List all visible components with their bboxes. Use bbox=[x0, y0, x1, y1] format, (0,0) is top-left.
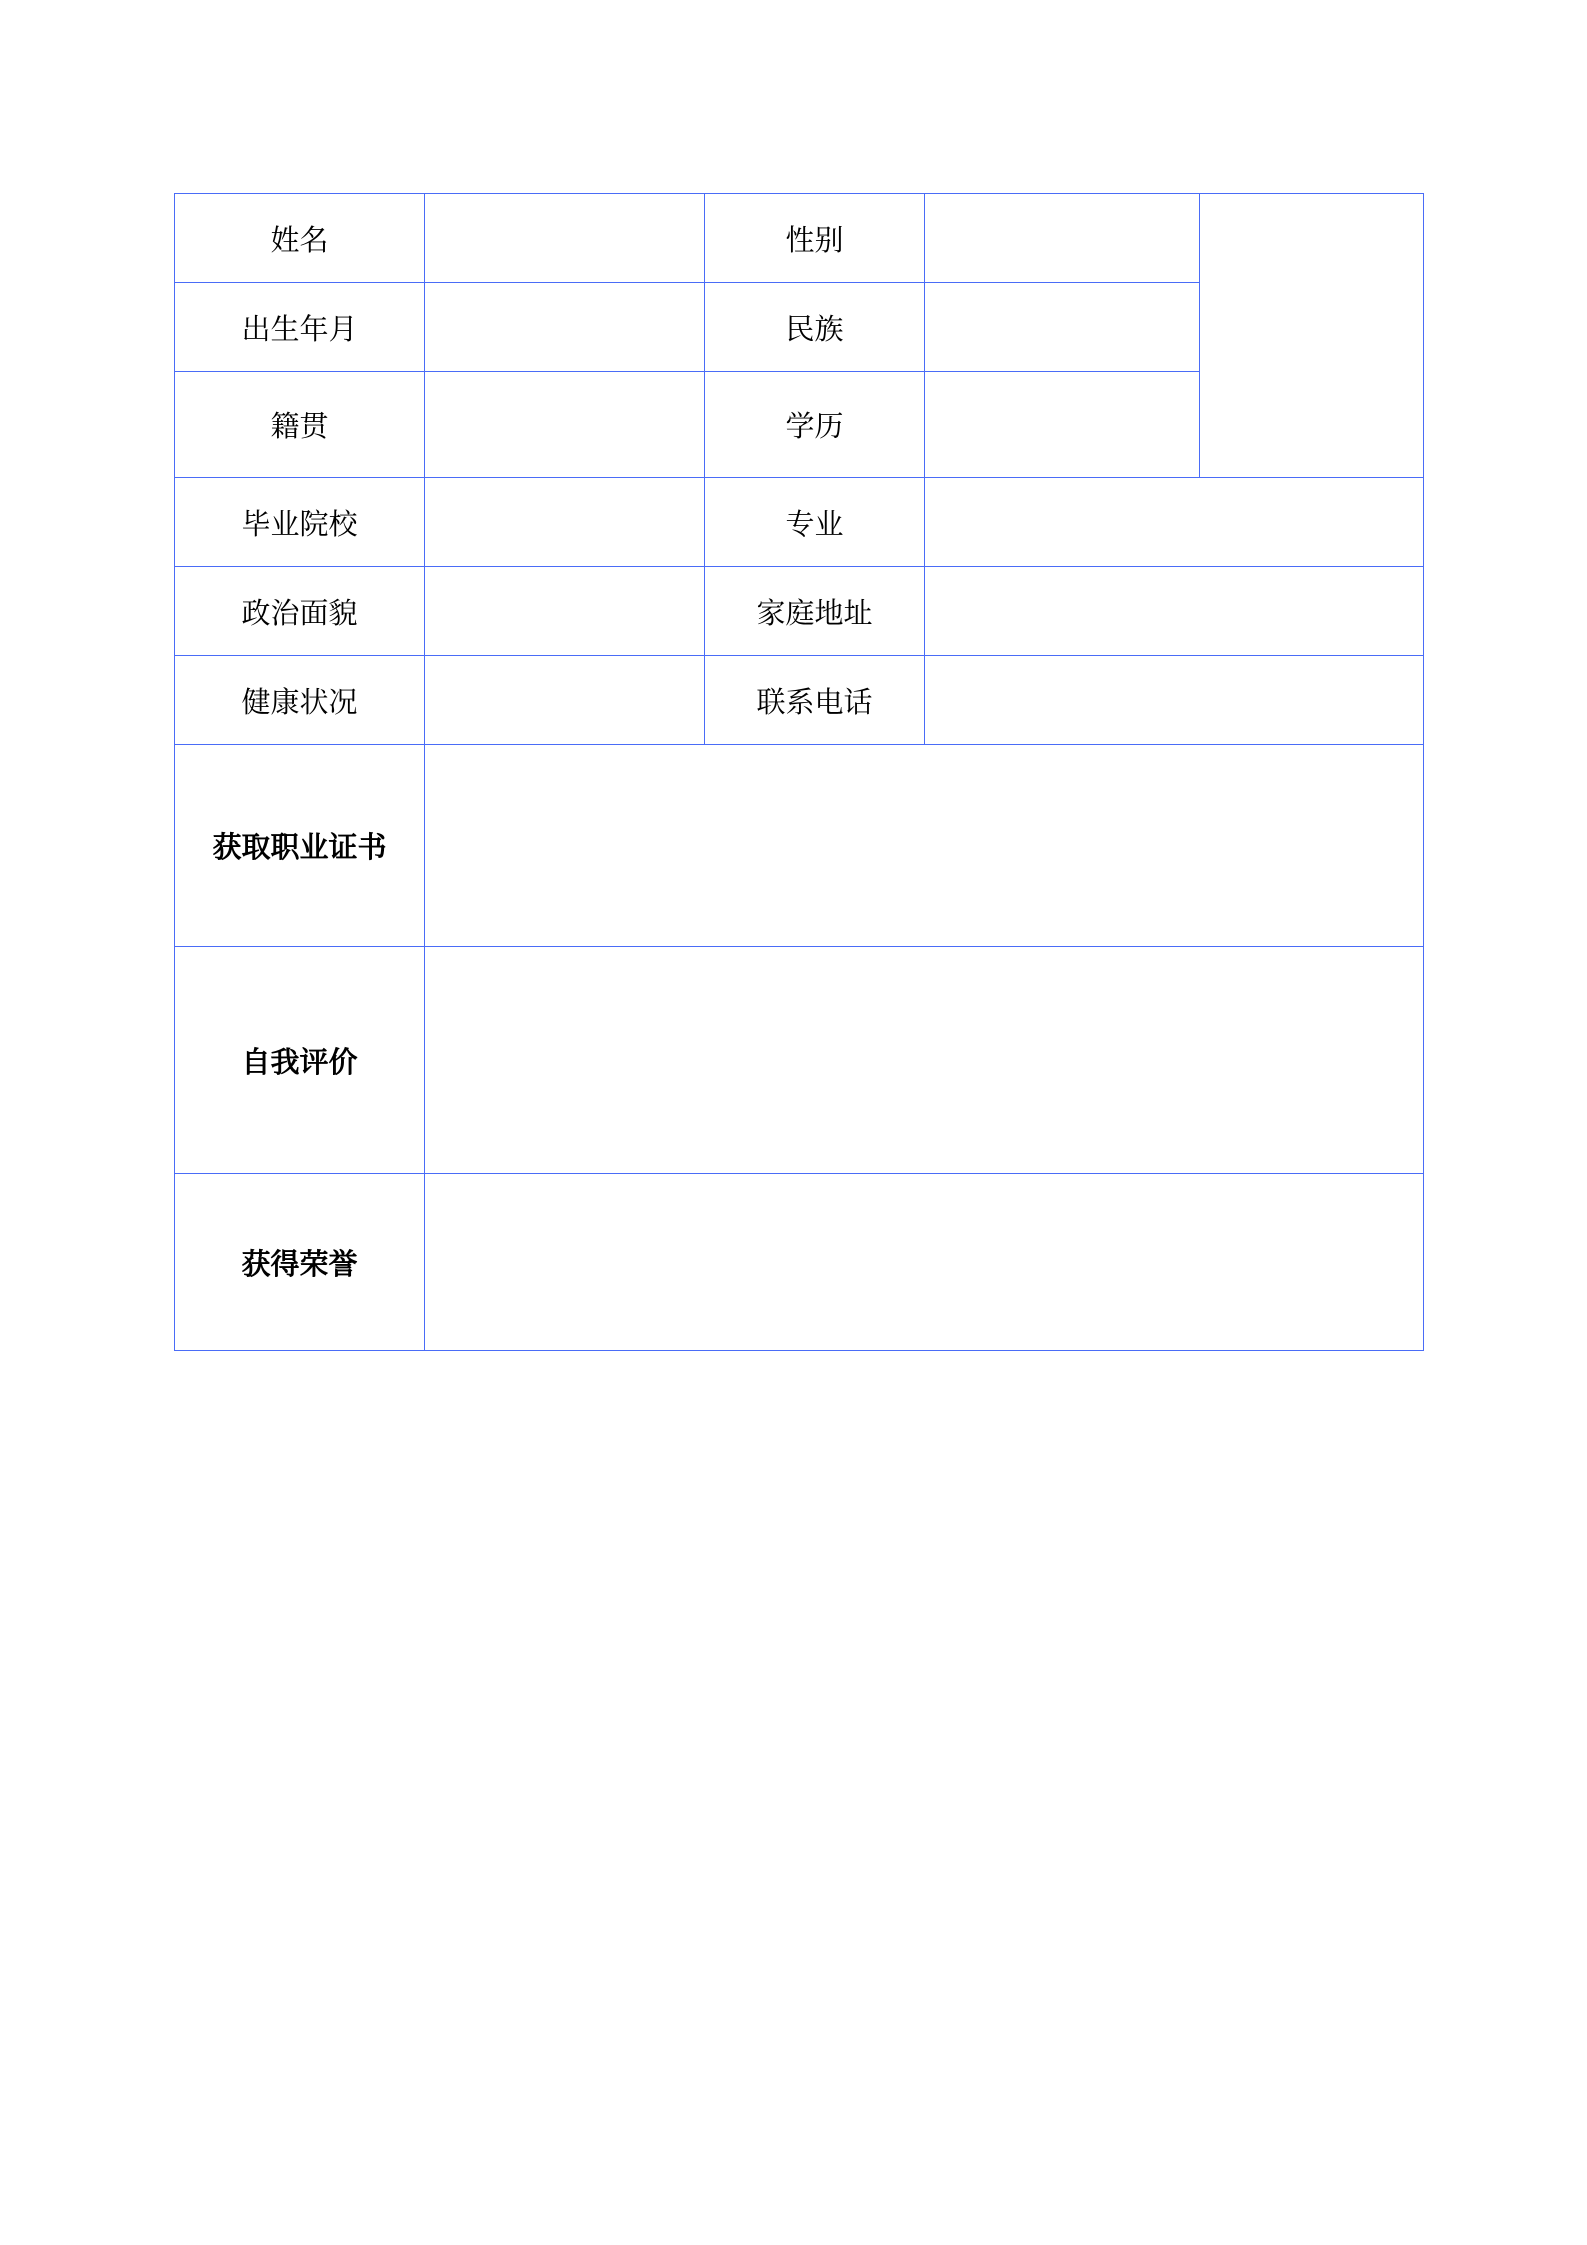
honors-field[interactable] bbox=[425, 1174, 1424, 1351]
political-status-field[interactable] bbox=[425, 567, 705, 656]
gender-label: 性别 bbox=[705, 194, 925, 283]
native-place-field[interactable] bbox=[425, 372, 705, 478]
native-place-label: 籍贯 bbox=[175, 372, 425, 478]
phone-field[interactable] bbox=[925, 656, 1424, 745]
resume-form-table bbox=[174, 193, 1424, 1351]
table-row bbox=[175, 194, 1424, 283]
school-label: 毕业院校 bbox=[175, 478, 425, 567]
political-status-label: 政治面貌 bbox=[175, 567, 425, 656]
table-row bbox=[175, 478, 1424, 567]
health-field[interactable] bbox=[425, 656, 705, 745]
gender-field[interactable] bbox=[925, 194, 1200, 283]
phone-label: 联系电话 bbox=[705, 656, 925, 745]
certificates-field[interactable] bbox=[425, 745, 1424, 947]
table-row bbox=[175, 567, 1424, 656]
major-field[interactable] bbox=[925, 478, 1424, 567]
table-row bbox=[175, 745, 1424, 947]
major-label: 专业 bbox=[705, 478, 925, 567]
photo-cell[interactable] bbox=[1200, 194, 1424, 478]
table-row bbox=[175, 656, 1424, 745]
ethnicity-label: 民族 bbox=[705, 283, 925, 372]
table-row bbox=[175, 947, 1424, 1174]
home-address-label: 家庭地址 bbox=[705, 567, 925, 656]
table-row bbox=[175, 1174, 1424, 1351]
name-label: 姓名 bbox=[175, 194, 425, 283]
school-field[interactable] bbox=[425, 478, 705, 567]
certificates-label: 获取职业证书 bbox=[175, 745, 425, 947]
education-label: 学历 bbox=[705, 372, 925, 478]
health-label: 健康状况 bbox=[175, 656, 425, 745]
self-evaluation-field[interactable] bbox=[425, 947, 1424, 1174]
birth-label: 出生年月 bbox=[175, 283, 425, 372]
ethnicity-field[interactable] bbox=[925, 283, 1200, 372]
name-field[interactable] bbox=[425, 194, 705, 283]
honors-label: 获得荣誉 bbox=[175, 1174, 425, 1351]
self-evaluation-label: 自我评价 bbox=[175, 947, 425, 1174]
home-address-field[interactable] bbox=[925, 567, 1424, 656]
education-field[interactable] bbox=[925, 372, 1200, 478]
birth-field[interactable] bbox=[425, 283, 705, 372]
